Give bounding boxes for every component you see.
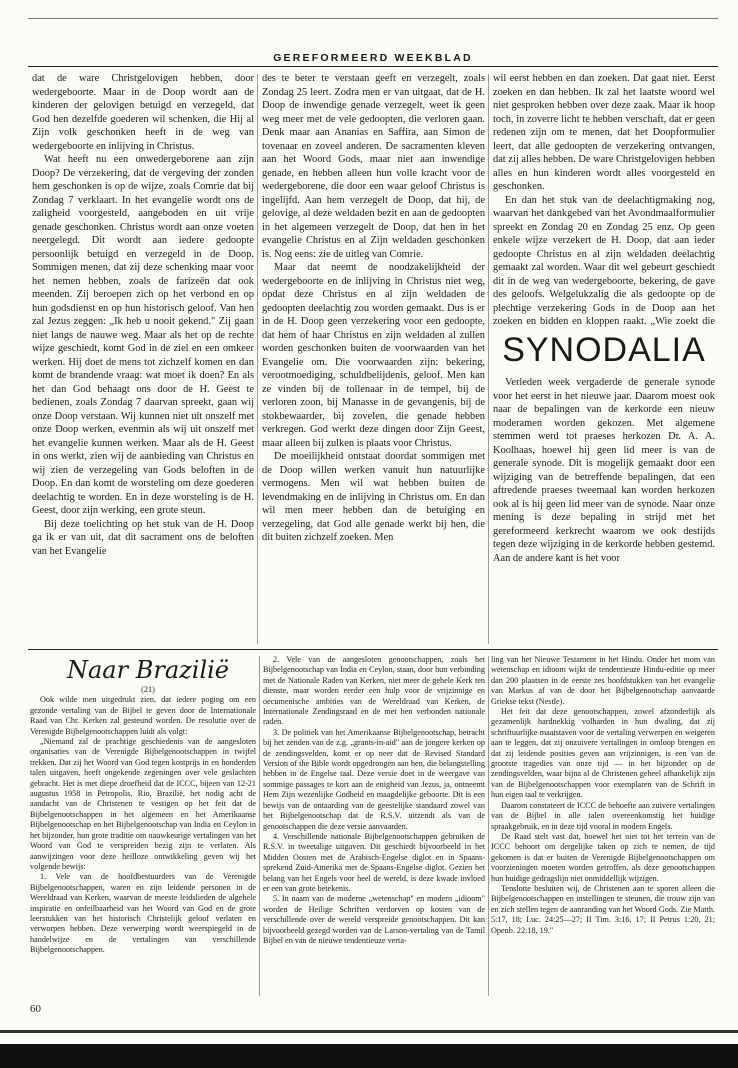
bottom-rule xyxy=(0,1030,738,1033)
bottom-band xyxy=(0,1044,738,1068)
header-rule xyxy=(28,66,718,67)
paragraph: Verleden week vergaderde de generale synode voor het eerst in het nieuwe jaar. Daarom moest ook naar de bepalingen van de kerkorde een nieuw moderamen worden gekozen. Met algemene stemmen werd tot praeses herkozen Dr. A. A. Koolhaas, hoewel hij geen lid meer is van de generale synode. Dit is mogelijk gemaakt door een wijziging van de betreffende bepalingen, dat een aftredende praeses tweemaal kan worden herkozen ook al is hij geen lid meer van de synode. Naar onze mening is deze bepaling in strijd met het gereformeerd kerkrecht waarom we ook destijds tegen deze wijziging in de kerkorde hebben gestemd. Aan de andere kant is het voor xyxy=(493,377,715,564)
page-number: 60 xyxy=(30,1003,41,1015)
paragraph: Het feit dat deze genootschappen, zowel afzonderlijk als gezamenlijk hardnekkig volharden in hun dwaling, dat zij schriftuurlijke maatstaven voor de vertaling verwerpen en weigeren aan te leggen, dat zij onzuivere vertalingen in omloop brengen en dat zij leidende posities geven aan vrijzinnigen, is een van de grootste tragedies van onze tijd — in het bijzonder op de zendingsvelden, waar bijna al de Christenen geheel afhankelijk zijn van de Bijbelgenootschappen voor exemplaren van de Schrift in hun eigen taal te verkrijgen. xyxy=(491,707,715,800)
brazilie-column-3 xyxy=(491,655,715,1000)
paragraph: Bij deze toelichting op het stuk van de H. Doop ga ik er van uit, dat dit sacrament ons de beloften van het Evangelie xyxy=(32,518,254,557)
paragraph: Daarom constateert de ICCC de behoefte aan zuivere vertalingen van de Bijbel in alle talen overeenkomstig het huidige spraakgebruik, en in deze tijd vooral in modern Engels. xyxy=(491,800,715,831)
column-divider xyxy=(257,74,258,644)
paragraph: 5. In naam van de moderne „wetenschap" en modern „idioom" worden de Heilige Schriften verdorven op kosten van de verschillende over de wereld verspreide genootschappen. Dit kan bijvoorbeeld gezegd worden van de Larson-vertaling van de Tamil Bijbel en van de nieuwe tendentieuze verta- xyxy=(263,894,485,945)
paragraph: wil eerst hebben en dan zoeken. Dat gaat niet. Eerst zoeken en dan hebben. Ik zal het laatste woord wel niet gesproken hebben over deze zaak. Maar ik hoop toch, in zoverre licht te hebben verschaft, dat er geen redenen zijn om te menen, dat het Doopformulier leert, dat alle gedoopten de verzekering ontvangen, dat zij alles hebben. De ware Christgelovigen hebben alles en hun kinderen wordt alles voorgesteld en geschonken. xyxy=(493,73,715,192)
paragraph: Maar dat neemt de noodzakelijkheid der wedergeboorte en de inlijving in Christus niet weg, opdat deze Christus en al zijn weldaden de gedoopten deelachtig zou worden gemaakt. Dus is er in de H. Doop geen verzekering voor een gedoopte, dat hem of haar Christus en zijn weldaden al zullen worden geschonken buiten de voorwaarden van het Evangelie om. Die voorwaarden zijn: bekering, verootmoediging, schuldbelijdenis, geloof. Men kan ze vinden bij de tollenaar in de tempel, bij de verloren zoon, bij Manasse in de gevangenis, bij de stokbewaarder, bij zovelen, die genade hebben verkregen. God werkt deze dingen door Zijn Geest, maar alleen bij zulken is plaats voor Christus. xyxy=(262,262,485,449)
paragraph: „Niemand zal de prachtige geschiedenis van de aangesloten organisaties van de Verenigde Bijbelgenootschappen in twijfel trekken. Dat zij het Woord van God tegen kostprijs in en honderden talen uitgaven, heeft ongekende zegeningen over vele geslachten gebracht. Het is met diepe droefheid dat de ICCC, bijeen van 12-21 augustus 1958 in Petropolis, Rio, Brazilië, het nodig acht de aandacht van de Christenen te vestigen op het feit dat de Bijbelgenootschappen in het algemeen en het Amerikaanse Bijbelgenootschap en het Bijbelgenootschap van India en Ceylon in het bijzonder, hun grote traditie om nauwkeurige vertalingen van het Woord van God te verspreiden bezig zijn te verlaten. Als aanwijzingen voor deze heilloze ontwikkeling geven wij het volgende bewijs: xyxy=(30,737,256,871)
paragraph: des te beter te verstaan geeft en verzegelt, zoals Zondag 25 leert. Zodra men er van uitgaat, dat de H. Doop de inwendige genade verzegelt, weet ik geen weg meer met de vele gedoopten, die verloren gaan. Denk maar aan Ananias en Saffira, aan Simon de tovenaar en zoveel anderen. De sacramenten kleven aan het Woord Gods, maar niet aan inwendige genade, en hebben alleen hun volle kracht voor de wedergeborene, die door een waar geloof Christus is ingelijfd. Aan hem verzegelt de Doop, dat hij, de gelovige, al deze weldaden bezit en aan de gedoopten in het algemeen verzegelt de Doop, dat hen in het evangelie Christus en al Zijn weldaden geschonken is. Nog eens: zie de uitleg van Comrie. xyxy=(262,73,485,260)
paragraph: 4. Verschillende nationale Bijbelgenootschappen gebruiken de R.S.V. in tweetalige uitgaven. Dit geschiedt bijvoorbeeld in het Midden Oosten met de Arabisch-Engelse diglot en in Spaans-sprekend Zuid-Amerika met de Spaans-Engelse diglot. Gezien het belang van het Engels voor heel de wereld, is deze kwade invloed er een van grote betekenis. xyxy=(263,831,485,893)
section-separator xyxy=(28,649,718,650)
brazilie-number: (21) xyxy=(141,685,155,694)
brazilie-column-2 xyxy=(263,655,485,1000)
paragraph: Tenslotte besluiten wij, de Christenen aan te sporen alleen die Bijbelgenootschappen en instellingen te steunen, die trouw zijn van en zich stellen tegen de aanranding van het Woord Gods. Zie Matth. 5:17, 18; Luc. 24:25—27; II Tim. 3:16, 17; II Petrus 1:20, 21; Openb. 22:18, 19." xyxy=(491,883,715,935)
paragraph: ling van het Nieuwe Testament in het Hindu. Onder het mom van wetenschap en idioom wijkt de tendentieuze Hindu-editie op meer dan 200 plaatsen in de eerste zes hoofdstukken van het evangelie van Markus af van de door het Bijbelgenootschap aanvaarde Griekse tekst (Nestle). xyxy=(491,655,715,706)
page-header: GEREFORMEERD WEEKBLAD xyxy=(273,52,473,64)
paragraph: 1. Vele van de hoofdbestuurders van de Verenigde Bijbelgenootschappen, waren en zijn leidende personen in de Wereldraad van Kerken, waarvan de meeste leidslieden de algehele inspiratie en onfeilbaarheid van het Woord van God en de grote leerstukken van het historisch Christelijk geloof verlaten en verworpen hebben. Deze verwerping wordt weerspiegeld in de handelwijze en de vertalingen van verschillende Bijbelgenootschappen. xyxy=(30,872,256,955)
brazilie-column-1 xyxy=(30,655,256,1000)
synodalia-article xyxy=(493,376,715,646)
paragraph: Ook wilde men uitgedrukt zien, dat iedere poging om een gezonde vertaling van de Bijbel te geven door de Internationale Raad van Chr. Kerken zal gesteund worden. De resolutie over de Verenigde Bijbelgenootschappen luidt als volgt: xyxy=(30,695,256,736)
paragraph: dat de ware Christgelovigen hebben, door wedergeboorte. Maar in de Doop wordt aan de kinderen der gelovigen betuigd en verzegeld, dat God hen dezelfde goederen wil schenken, die Hij al Zijn volk geschonken heeft in de weg van wedergeboorte en inlijving in Christus. xyxy=(32,73,254,152)
paragraph-text: En dan het stuk van de deelachtigmaking nog, waarvan het dankgebed van het Avondmaalformulier spreekt en Zondag 20 en Zondag 25 enz. Op geen enkele wijze verzekert de H. Doop, dat aan ieder gedoopte Christus en al zijn weldaden deelachtig gemaakt zal worden. Waar dit wel gebeurt geschiedt dit in de weg van wedergeboorte, bekering, de gave des geloofs. Welgelukzalig die als gedoopte op de plechtige verzekering Gods in de Doop aan het zoeken en bidden en kloppen raakt. „Wie zoekt die xyxy=(493,194,715,327)
paragraph: Wat heeft nu een onwedergeborene aan zijn Doop? De verzekering, dat de vergeving der zonden hem geschonken is op de wijze, zoals Comrie dat bij Zondag 7 verklaart. In het evangelie wordt ons de zaligheid voorgesteld, aangeboden en uit vrije genade geschonken. Christus wordt aan onze voeten neergelegd. Dit wordt aan iedere gedoopte persoonlijk betuigd en verzegeld in de Doop. Sommigen menen, dat zij deze schenking maar voor het nemen hebben, zoals de farizeën dat ook meenden. Zij beroepen zich op het verbond en op hun godsdienst en op hun historisch geloof. Van hen zal Jezus zeggen: „Ik heb u nooit gekend." Zij gaan niet langs de nauwe weg. Maar als het op de rechte wijze geschiedt, komt God in de ziel en een omkeer werken. Hij doet de mens tot zichzelf komen en dan komt de brandende vraag: wat moet ik doen? En als het dan God behaagt ons door de H. Geest te bedienen, zoals Zondag 7 daarvan spreekt, gaan wij onze Doop verstaan. Wij kunnen niet uit onszelf met onze Doop werken, evenmin als wij uit onszelf met het evangelie kunnen werken. Maar als de H. Geest in ons werkt, zien wij de aanbieding van Christus en wij zien de verzegeling van Gods beloften in de Doop. En dan komt de worsteling om deze goederen deelachtig te worden. En in deze worsteling is de H. Geest, door zijn werking, een grote steun. xyxy=(32,154,254,516)
article-column-1 xyxy=(32,72,254,647)
brazilie-heading: Naar Brazilië xyxy=(66,656,229,684)
column-divider xyxy=(488,74,489,644)
paragraph: 2. Vele van de aangesloten genootschappen, zoals het Bijbelgenootschap van India en Ceylon, staan, door hun verbinding met de Nationale Raden van Kerken, niet meer de gehele Kerk ten dienste, maar worden eerder een hulp voor de vrijzinnige en oecumenische ambities van de Wereldraad van Kerken, de Internationale Zendingsraad en de met hen verbonden nationale raden. xyxy=(263,655,485,727)
top-rule xyxy=(28,18,718,19)
paragraph: De Raad stelt vast dat, hoewel het niet tot het terrein van de ICCC behoort om dergelijke taken op zich te nemen, de tijd gekomen is dat er buiten de Verenigde Bijbelgenootschappen om voorzieningen moeten worden getroffen, als deze genootschappen hun huidige gedragslijn niet onmiddellijk wijzigen. xyxy=(491,831,715,883)
paragraph: 3. De politiek van het Amerikaanse Bijbelgenootschap, betracht bij het zenden van de z.g. „grants-in-aid" aan de jongere kerken op de zendingsvelden, komt er op neer dat de Revised Standard Version of the Bible wordt opgedrongen aan hen, die belangstelling hebben in de Engelse taal. Deze versie doet in de weergave van sommige passages te kort aan de enigheid van Jezus, ja, ontneemt Hem Zijn wezenlijke Godheid en maagdelijke geboorte. Dit is een bewijs van de ontaarding van de geestelijke standaard zowel van het Bijbelgenootschap dat de R.S.V. uitzendt als van de genootschappen die deze versie aanvaarden. xyxy=(263,727,485,831)
column-divider xyxy=(259,656,260,996)
paragraph xyxy=(493,194,715,331)
synodalia-heading: SYNODALIA xyxy=(502,331,706,369)
article-column-3 xyxy=(493,72,715,330)
article-column-2 xyxy=(262,72,485,647)
paragraph: De moeilijkheid ontstaat doordat sommigen met de Doop willen werken vanuit hun natuurlijke vermogens. Men wil wat hebben buiten de levendmaking en de inlijving in Christus om. En dan wil men meer hebben dan de betuiging en verzegeling, dat God alle genade werkt bij hen, die dit buiten zichzelf zoeken. Men xyxy=(262,451,485,543)
column-divider xyxy=(488,656,489,996)
